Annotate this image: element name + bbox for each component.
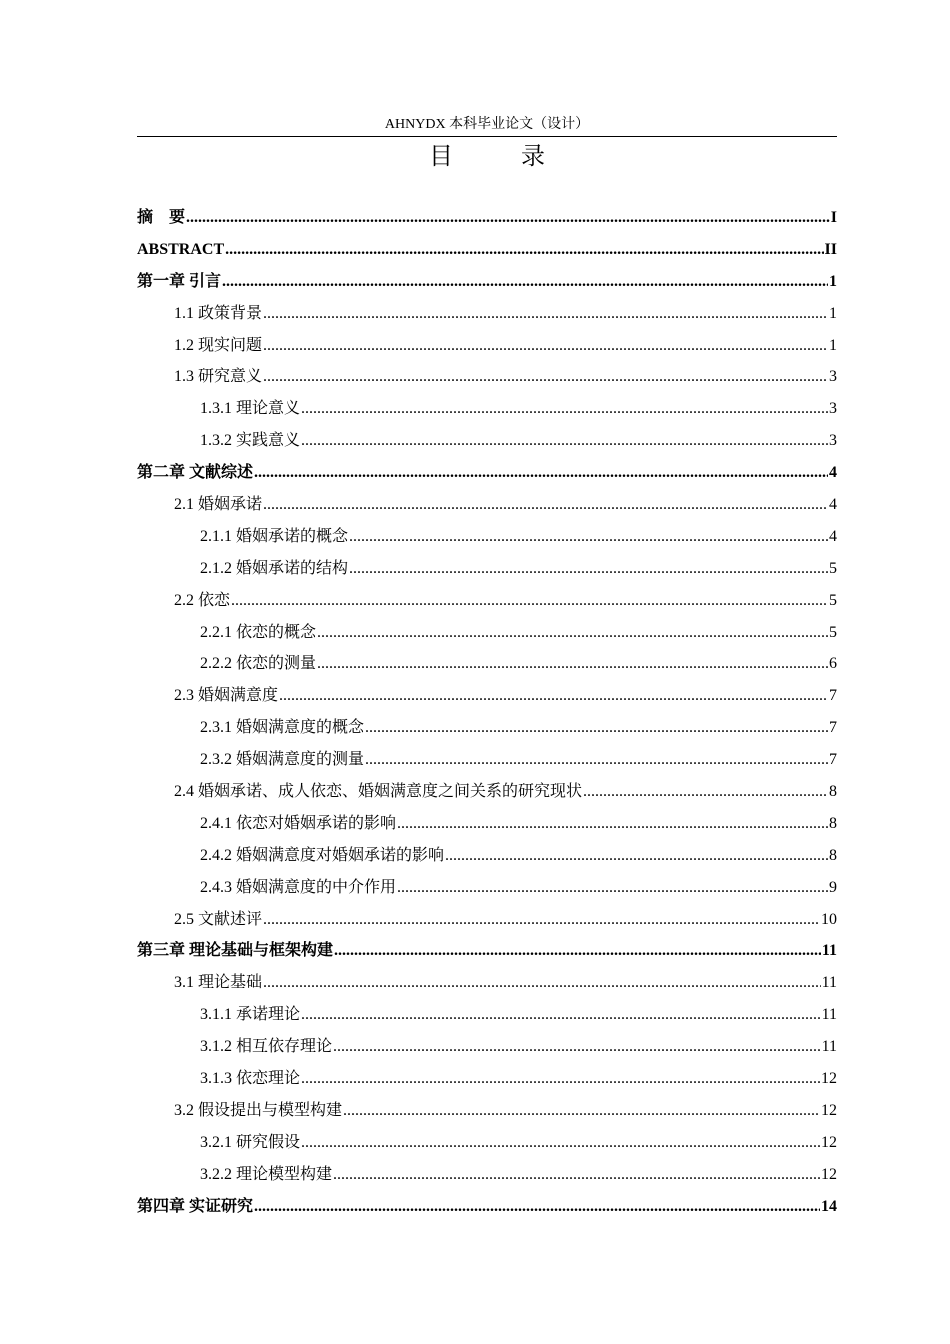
toc-entry-page-number: 8	[829, 814, 837, 832]
toc-entry[interactable]	[137, 680, 837, 712]
toc-entry-label: 摘 要	[137, 209, 186, 226]
toc-dot-leader	[349, 553, 828, 585]
toc-entry-page-number: 8	[829, 846, 837, 864]
toc-entry-page-number: 4	[829, 496, 837, 514]
toc-entry-page-number: 6	[829, 655, 837, 673]
toc-entry-label: 2.2 依恋	[174, 591, 231, 609]
toc-dot-leader	[301, 1063, 820, 1095]
toc-dot-leader	[343, 1095, 820, 1127]
toc-entry[interactable]	[137, 585, 837, 617]
toc-entry-page-number: 1	[829, 304, 837, 322]
toc-entry[interactable]	[137, 904, 837, 936]
toc-entry-label: 2.4.1 依恋对婚姻承诺的影响	[200, 814, 397, 832]
toc-entry-label: 1.3.1 理论意义	[200, 400, 301, 418]
toc-entry-page-number: 4	[829, 464, 837, 482]
toc-entry-page-number: 4	[829, 527, 837, 545]
toc-entry-label: 3.1.1 承诺理论	[200, 1006, 301, 1024]
toc-dot-leader	[333, 1159, 820, 1191]
toc-entry-label: 2.1.1 婚姻承诺的概念	[200, 527, 349, 545]
toc-dot-leader	[231, 585, 828, 617]
toc-entry-page-number: 12	[821, 1165, 837, 1183]
toc-dot-leader	[397, 808, 828, 840]
toc-entry[interactable]	[137, 935, 837, 967]
toc-dot-leader	[317, 617, 828, 649]
toc-entry[interactable]	[137, 872, 837, 904]
toc-entry-page-number: 3	[829, 432, 837, 450]
toc-entry[interactable]	[137, 776, 837, 808]
toc-entry-label: 1.1 政策背景	[174, 304, 263, 322]
toc-entry[interactable]	[137, 521, 837, 553]
toc-entry[interactable]	[137, 266, 837, 298]
toc-entry[interactable]	[137, 1063, 837, 1095]
toc-entry-page-number: 11	[821, 1038, 837, 1056]
toc-entry-page-number: 5	[829, 559, 837, 577]
toc-dot-leader	[397, 872, 828, 904]
toc-dot-leader	[263, 361, 828, 393]
toc-entry-page-number: 1	[829, 272, 837, 290]
toc-entry-label: 2.4.3 婚姻满意度的中介作用	[200, 878, 397, 896]
toc-entry-label: 3.1 理论基础	[174, 974, 263, 992]
toc-entry-label: 第四章 实证研究	[137, 1197, 254, 1215]
toc-entry-label: 第二章 文献综述	[137, 464, 254, 482]
toc-entry-page-number: 11	[821, 1006, 837, 1024]
toc-dot-leader	[254, 457, 828, 489]
toc-dot-leader	[301, 999, 821, 1031]
toc-entry-page-number: 5	[829, 623, 837, 641]
toc-entry-page-number: 14	[821, 1197, 837, 1215]
toc-entry-label: 第三章 理论基础与框架构建	[137, 942, 334, 960]
toc-entry[interactable]	[137, 967, 837, 999]
toc-entry-page-number: 11	[821, 974, 837, 992]
toc-entry-label: 2.3 婚姻满意度	[174, 687, 279, 705]
toc-entry-label: 2.3.1 婚姻满意度的概念	[200, 719, 365, 737]
toc-entry-label: 第一章 引言	[137, 272, 222, 290]
toc-entry[interactable]	[137, 1191, 837, 1223]
toc-dot-leader	[263, 330, 828, 362]
toc-dot-leader	[365, 712, 828, 744]
toc-entry-label: 2.1.2 婚姻承诺的结构	[200, 559, 349, 577]
toc-entry[interactable]	[137, 1031, 837, 1063]
toc-entry-label: 3.1.3 依恋理论	[200, 1070, 301, 1088]
toc-entry-label: 3.2.1 研究假设	[200, 1133, 301, 1151]
toc-entry[interactable]	[137, 808, 837, 840]
toc-entry[interactable]	[137, 999, 837, 1031]
toc-entry[interactable]	[137, 393, 837, 425]
toc-entry[interactable]	[137, 1095, 837, 1127]
toc-entry-label: 2.2.2 依恋的测量	[200, 655, 317, 673]
header-divider	[137, 136, 837, 137]
toc-entry[interactable]	[137, 361, 837, 393]
toc-entry-page-number: 12	[821, 1101, 837, 1119]
toc-entry[interactable]	[137, 712, 837, 744]
toc-entry[interactable]	[137, 617, 837, 649]
toc-entry[interactable]	[137, 234, 837, 266]
toc-entry[interactable]	[137, 1159, 837, 1191]
toc-entry-label: 2.1 婚姻承诺	[174, 496, 263, 514]
toc-entry-label: 2.4.2 婚姻满意度对婚姻承诺的影响	[200, 846, 445, 864]
toc-entry-page-number: 7	[829, 751, 837, 769]
toc-dot-leader	[301, 1127, 820, 1159]
toc-dot-leader	[263, 967, 821, 999]
toc-entry-page-number: 12	[821, 1133, 837, 1151]
toc-entry[interactable]	[137, 744, 837, 776]
toc-entry-page-number: II	[824, 240, 837, 258]
toc-dot-leader	[279, 680, 828, 712]
toc-entry-page-number: 9	[829, 878, 837, 896]
toc-dot-leader	[225, 234, 823, 266]
toc-entry-label: 3.2.2 理论模型构建	[200, 1165, 333, 1183]
toc-entry-label: 1.2 现实问题	[174, 336, 263, 354]
toc-dot-leader	[349, 521, 828, 553]
toc-dot-leader	[334, 935, 821, 967]
toc-entry[interactable]	[137, 1127, 837, 1159]
toc-entry-label: 1.3 研究意义	[174, 368, 263, 386]
toc-entry-page-number: 3	[829, 368, 837, 386]
toc-entry-page-number: 10	[821, 910, 837, 928]
toc-entry-page-number: 11	[821, 942, 837, 960]
toc-dot-leader	[365, 744, 828, 776]
toc-dot-leader	[186, 202, 830, 234]
toc-entry-page-number: I	[830, 209, 837, 226]
toc-entry-label: 3.2 假设提出与模型构建	[174, 1101, 343, 1119]
toc-dot-leader	[333, 1031, 821, 1063]
toc-entry-page-number: 12	[821, 1070, 837, 1088]
toc-entry-label: 2.2.1 依恋的概念	[200, 623, 317, 641]
running-header: AHNYDX 本科毕业论文（设计）	[384, 117, 590, 132]
toc-entry-page-number: 7	[829, 687, 837, 705]
table-of-contents	[137, 202, 837, 1223]
toc-entry[interactable]	[137, 457, 837, 489]
toc-entry[interactable]	[137, 202, 837, 234]
toc-entry[interactable]	[137, 298, 837, 330]
toc-entry-page-number: 3	[829, 400, 837, 418]
toc-entry-page-number: 7	[829, 719, 837, 737]
toc-entry-page-number: 1	[829, 336, 837, 354]
toc-entry-label: 1.3.2 实践意义	[200, 432, 301, 450]
page-title: 目 录	[429, 142, 567, 170]
toc-entry[interactable]	[137, 840, 837, 872]
toc-entry[interactable]	[137, 648, 837, 680]
toc-entry-label: 2.5 文献述评	[174, 910, 263, 928]
toc-dot-leader	[263, 298, 828, 330]
toc-dot-leader	[222, 266, 828, 298]
toc-dot-leader	[301, 393, 828, 425]
toc-dot-leader	[445, 840, 828, 872]
toc-dot-leader	[254, 1191, 820, 1223]
toc-dot-leader	[583, 776, 828, 808]
toc-entry-page-number: 8	[829, 783, 837, 801]
toc-dot-leader	[301, 425, 828, 457]
toc-entry-label: 2.3.2 婚姻满意度的测量	[200, 751, 365, 769]
toc-dot-leader	[263, 489, 828, 521]
toc-entry[interactable]	[137, 330, 837, 362]
toc-entry-label: 2.4 婚姻承诺、成人依恋、婚姻满意度之间关系的研究现状	[174, 783, 583, 801]
toc-entry-label: ABSTRACT	[137, 240, 225, 258]
toc-entry[interactable]	[137, 425, 837, 457]
toc-entry[interactable]	[137, 553, 837, 585]
toc-entry-page-number: 5	[829, 591, 837, 609]
toc-entry-label: 3.1.2 相互依存理论	[200, 1038, 333, 1056]
toc-entry[interactable]	[137, 489, 837, 521]
toc-dot-leader	[317, 648, 828, 680]
toc-dot-leader	[263, 904, 820, 936]
